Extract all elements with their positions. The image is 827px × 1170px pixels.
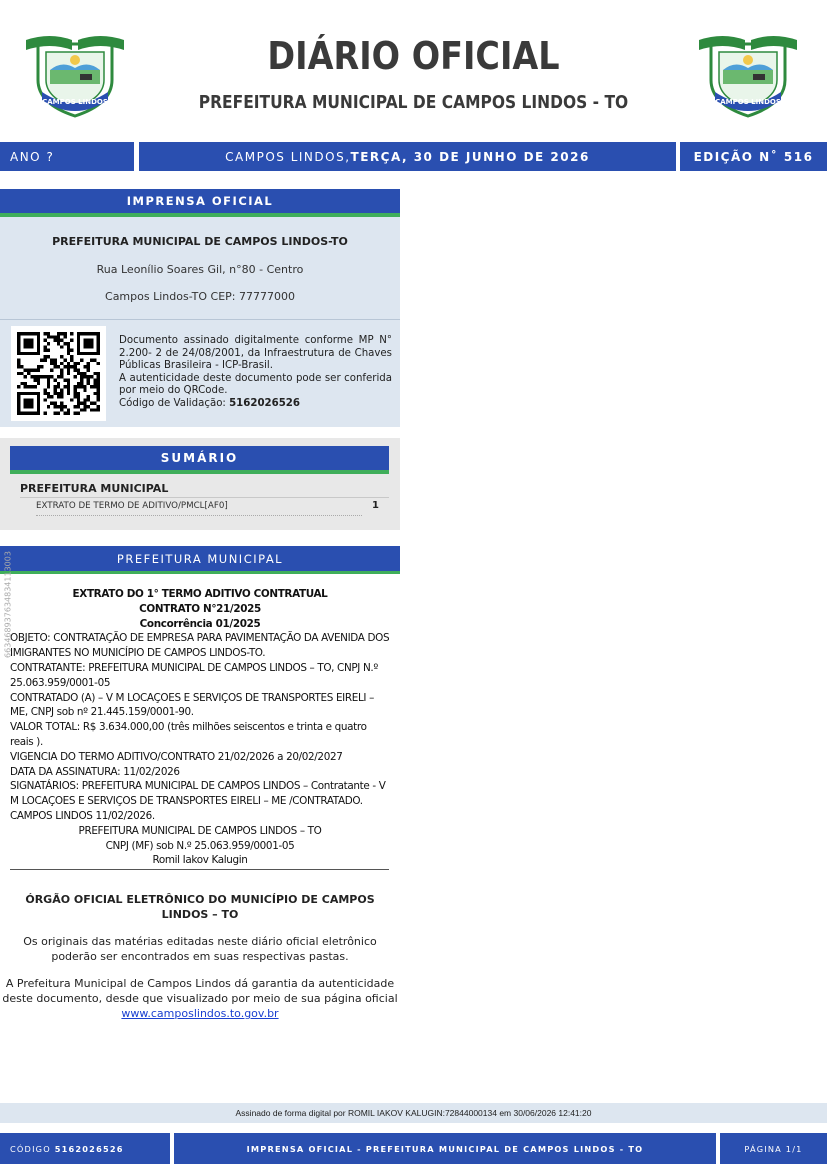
act-sig-cnpj: CNPJ (MF) sob N.º 25.063.959/0001-05 <box>105 839 295 852</box>
qr-module <box>70 339 73 342</box>
qr-module <box>30 369 33 372</box>
qr-module <box>83 385 86 388</box>
qr-module <box>97 385 100 388</box>
qr-module <box>24 385 27 388</box>
qr-module <box>44 388 47 391</box>
section-heading: PREFEITURA MUNICIPAL <box>0 546 400 574</box>
qr-module <box>97 395 100 398</box>
qr-module <box>77 362 80 365</box>
qr-module <box>17 365 20 368</box>
qr-module <box>27 369 30 372</box>
qr-module <box>47 405 50 408</box>
act-sig-org: PREFEITURA MUNICIPAL DE CAMPOS LINDOS – TO <box>78 824 322 837</box>
qr-module <box>97 362 100 365</box>
qr-module <box>24 339 34 349</box>
qr-module <box>24 382 27 385</box>
qr-module <box>73 395 76 398</box>
qr-module <box>60 372 63 375</box>
act-sig-name: Romil Iakov Kalugin <box>152 854 248 867</box>
qr-module <box>54 378 57 381</box>
qr-module <box>63 378 66 381</box>
qr-module <box>97 398 100 401</box>
qr-module <box>67 388 70 391</box>
qr-module <box>50 395 53 398</box>
qr-module <box>77 412 80 415</box>
qr-module <box>97 405 100 408</box>
qr-module <box>60 395 63 398</box>
qr-module <box>93 402 96 405</box>
authenticity-text: A autenticidade deste documento pode ser conferida por meio do QRCode. <box>119 372 392 397</box>
qr-module <box>40 365 43 368</box>
edition-number: EDIÇÃO N˚ 516 <box>680 142 827 171</box>
organization-name: PREFEITURA MUNICIPAL DE CAMPOS LINDOS-TO <box>52 235 348 248</box>
qr-module <box>44 339 47 342</box>
qr-module <box>47 395 50 398</box>
qr-module <box>27 372 30 375</box>
qr-module <box>47 375 50 378</box>
validation-label: Código de Validação: <box>119 397 230 409</box>
qr-module <box>67 369 70 372</box>
qr-module <box>37 378 40 381</box>
qr-module <box>97 408 100 411</box>
qr-module <box>83 365 86 368</box>
qr-module <box>93 408 96 411</box>
act-signatarios: SIGNATÁRIOS: PREFEITURA MUNICIPAL DE CAMPOS LINDOS – Contratante - V M LOCAÇOES E SERVIÇOS DE TRANSPORTES EIRELI – ME /CONTRATADO. <box>10 780 386 808</box>
qr-module <box>63 359 66 362</box>
qr-module <box>77 405 80 408</box>
qr-module <box>24 369 27 372</box>
organization-cep: Campos Lindos-TO CEP: 77777000 <box>105 290 295 303</box>
contract-extract <box>10 587 390 868</box>
qr-module <box>47 342 50 345</box>
qr-module <box>57 335 60 338</box>
qr-module <box>54 359 57 362</box>
qr-module <box>57 375 60 378</box>
qr-module <box>87 362 90 365</box>
qr-module <box>34 369 37 372</box>
qr-module <box>60 402 63 405</box>
qr-module <box>34 375 37 378</box>
qr-module <box>44 412 47 415</box>
date-text: TERÇA, 30 DE JUNHO DE 2026 <box>350 149 590 164</box>
qr-module <box>77 402 80 405</box>
qr-module <box>83 408 86 411</box>
qr-module <box>97 388 100 391</box>
qr-module <box>57 365 60 368</box>
footer-page-number: PÁGINA 1/1 <box>720 1133 827 1164</box>
qr-module <box>50 335 53 338</box>
originals-notice: Os originais das matérias editadas neste diário oficial eletrônico poderão ser encontrados em suas respectivas pastas. <box>23 935 377 963</box>
page-title: DIÁRIO OFICIAL <box>267 34 560 78</box>
qr-module <box>83 405 86 408</box>
qr-module <box>80 359 83 362</box>
qr-module <box>54 362 57 365</box>
coat-of-arms-icon <box>693 30 803 118</box>
qr-module <box>97 378 100 381</box>
guarantee-text: A Prefeitura Municipal de Campos Lindos dá garantia da autenticidade deste documento, desde que visualizado por meio de sua página oficial <box>2 977 398 1005</box>
qr-module <box>44 355 47 358</box>
qr-module <box>63 365 66 368</box>
qr-module <box>77 372 80 375</box>
qr-module <box>57 332 60 335</box>
qr-module <box>54 405 57 408</box>
qr-module <box>57 339 60 342</box>
qr-module <box>47 332 50 335</box>
footer-code <box>0 1133 170 1164</box>
qr-module <box>50 362 53 365</box>
imprensa-heading: IMPRENSA OFICIAL <box>0 189 400 217</box>
qr-module <box>20 372 23 375</box>
qr-module <box>47 392 50 395</box>
qr-module <box>67 345 70 348</box>
qr-module <box>60 339 63 342</box>
qr-module <box>60 345 63 348</box>
qr-module <box>63 385 66 388</box>
qr-module <box>34 385 37 388</box>
qr-module <box>40 359 43 362</box>
qr-module <box>67 342 70 345</box>
qr-module <box>63 412 66 415</box>
qr-module <box>54 385 57 388</box>
qr-module <box>17 372 20 375</box>
qr-module <box>83 339 93 349</box>
qr-module <box>73 412 76 415</box>
qr-module <box>50 375 53 378</box>
qr-module <box>73 392 76 395</box>
qr-module <box>24 398 34 408</box>
qr-module <box>70 349 73 352</box>
qr-module <box>90 408 93 411</box>
qr-module <box>77 385 80 388</box>
act-data-assinatura: DATA DA ASSINATURA: 11/02/2026 <box>10 765 180 778</box>
qr-module <box>63 405 66 408</box>
qr-module <box>63 335 66 338</box>
summary-item-page: 1 <box>372 500 379 511</box>
qr-module <box>73 362 76 365</box>
qr-module <box>90 402 93 405</box>
qr-module <box>54 392 57 395</box>
qr-module <box>54 335 57 338</box>
qr-module <box>70 355 73 358</box>
qr-module <box>50 359 53 362</box>
qr-module <box>67 412 70 415</box>
qr-module <box>47 349 50 352</box>
qr-module <box>57 412 60 415</box>
qr-module <box>77 395 80 398</box>
validation-code: 5162026526 <box>229 397 300 409</box>
qr-module <box>80 372 83 375</box>
qr-module <box>93 378 96 381</box>
act-contratado: CONTRATADO (A) – V M LOCAÇOES E SERVIÇOS DE TRANSPORTES EIRELI – ME, CNPJ sob nº 21.445.159/0001-90. <box>10 691 374 719</box>
qr-module <box>73 388 76 391</box>
crest-banner: CAMPOS LINDOS <box>715 98 781 106</box>
qr-module <box>47 355 50 358</box>
act-valor: VALOR TOTAL: R$ 3.634.000,00 (três milhões seiscentos e trinta e quatro reais ). <box>10 721 367 748</box>
qr-module <box>37 365 40 368</box>
qr-module <box>80 402 83 405</box>
official-organ-notice: ÓRGÃO OFICIAL ELETRÔNICO DO MUNICÍPIO DE CAMPOS LINDOS – TO <box>25 893 375 921</box>
qr-module <box>60 375 63 378</box>
qr-module <box>87 375 90 378</box>
qr-module <box>83 398 86 401</box>
act-vigencia: VIGENCIA DO TERMO ADITIVO/CONTRATO 21/02/2026 a 20/02/2027 <box>10 750 343 763</box>
qr-module <box>63 332 66 335</box>
qr-module <box>93 385 96 388</box>
qr-module <box>57 342 60 345</box>
summary-panel <box>0 438 400 530</box>
qr-module <box>70 359 73 362</box>
imprensa-panel <box>0 217 400 427</box>
qr-module <box>60 362 63 365</box>
qr-module <box>87 382 90 385</box>
qr-module <box>34 378 37 381</box>
qr-module <box>97 392 100 395</box>
qr-module <box>67 365 70 368</box>
edition-date <box>139 142 676 171</box>
qr-module <box>60 355 63 358</box>
qr-module <box>57 392 60 395</box>
act-contract: CONTRATO N°21/2025 <box>139 602 261 615</box>
qr-module <box>67 378 70 381</box>
qr-module <box>80 378 83 381</box>
page-subtitle: PREFEITURA MUNICIPAL DE CAMPOS LINDOS - TO <box>198 92 629 113</box>
qr-module <box>57 382 60 385</box>
qr-module <box>87 378 90 381</box>
qr-module <box>60 388 63 391</box>
qr-module <box>83 402 86 405</box>
qr-module <box>70 365 73 368</box>
divider <box>0 319 400 320</box>
qr-module <box>97 372 100 375</box>
qr-module <box>93 359 96 362</box>
qr-module <box>73 405 76 408</box>
qr-module <box>87 398 90 401</box>
qr-module <box>67 372 70 375</box>
qr-module <box>54 412 57 415</box>
qr-module <box>54 365 57 368</box>
signature-text: Documento assinado digitalmente conforme MP N° 2.200- 2 de 24/08/2001, da Infraestrutura de Chaves Públicas Brasileira - ICP-Brasil. <box>119 335 392 372</box>
summary-category: PREFEITURA MUNICIPAL <box>20 482 389 498</box>
qr-module <box>67 385 70 388</box>
qr-module <box>47 378 50 381</box>
qr-module <box>90 385 93 388</box>
qr-module <box>93 382 96 385</box>
footer-title: IMPRENSA OFICIAL - PREFEITURA MUNICIPAL DE CAMPOS LINDOS - TO <box>174 1133 716 1164</box>
footer-code-value: 5162026526 <box>54 1143 124 1154</box>
qr-module <box>24 375 27 378</box>
coat-of-arms-icon <box>20 30 130 118</box>
qr-module <box>47 382 50 385</box>
qr-module <box>67 362 70 365</box>
qr-module <box>77 398 80 401</box>
qr-module <box>54 388 57 391</box>
qr-module <box>77 369 80 372</box>
qr-module <box>73 385 76 388</box>
crest-banner: CAMPOS LINDOS <box>42 98 108 106</box>
qr-module <box>44 375 47 378</box>
footer-code-label: CÓDIGO <box>10 1143 51 1154</box>
qr-module <box>17 362 20 365</box>
qr-module <box>44 345 47 348</box>
qr-module <box>93 372 96 375</box>
qr-module <box>87 405 90 408</box>
year-indicator: ANO ? <box>0 142 134 171</box>
qr-module <box>40 375 43 378</box>
qr-module <box>77 382 80 385</box>
qr-module <box>87 365 90 368</box>
qr-module <box>44 392 47 395</box>
qr-module <box>30 375 33 378</box>
qr-module <box>20 365 23 368</box>
digital-signature-strip: Assinado de forma digital por ROMIL IAKOV KALUGIN:72844000134 em 30/06/2026 12:41:20 <box>0 1103 827 1123</box>
qr-module <box>54 339 57 342</box>
digital-signature-notice <box>119 335 392 411</box>
qr-module <box>67 352 70 355</box>
qr-module <box>67 382 70 385</box>
qr-module <box>80 375 83 378</box>
qr-module <box>87 369 90 372</box>
qr-module <box>57 395 60 398</box>
qr-module <box>37 375 40 378</box>
qr-module <box>70 398 73 401</box>
qr-module <box>17 385 20 388</box>
qr-module <box>80 385 83 388</box>
divider <box>10 869 389 870</box>
side-document-code: 663468937634834113003 <box>3 551 13 658</box>
qr-module <box>63 342 66 345</box>
qr-module <box>17 359 20 362</box>
qr-module <box>83 388 86 391</box>
qr-module <box>77 392 80 395</box>
qr-code-icon <box>11 326 106 421</box>
qr-module <box>60 408 63 411</box>
qr-module <box>44 359 47 362</box>
qr-module <box>50 402 53 405</box>
qr-module <box>87 395 90 398</box>
organization-address: Rua Leonílio Soares Gil, n°80 - Centro <box>96 263 304 276</box>
qr-module <box>73 365 76 368</box>
qr-module <box>93 392 96 395</box>
qr-module <box>60 332 63 335</box>
qr-module <box>30 385 33 388</box>
qr-module <box>47 385 50 388</box>
qr-module <box>83 372 86 375</box>
qr-module <box>50 369 53 372</box>
validation-line <box>119 398 392 411</box>
summary-heading: SUMÁRIO <box>10 446 389 474</box>
summary-item[interactable]: EXTRATO DE TERMO DE ADITIVO/PMCL[AF0] <box>36 501 362 516</box>
qr-module <box>97 382 100 385</box>
act-concorrencia: Concorrência 01/2025 <box>139 617 261 630</box>
act-contratante: CONTRATANTE: PREFEITURA MUNICIPAL DE CAMPOS LINDOS – TO, CNPJ N.º 25.063.959/0001-05 <box>10 661 378 689</box>
qr-module <box>57 385 60 388</box>
act-local-data: CAMPOS LINDOS 11/02/2026. <box>10 809 155 822</box>
qr-module <box>37 369 40 372</box>
qr-module <box>80 382 83 385</box>
qr-module <box>60 405 63 408</box>
city-prefix: CAMPOS LINDOS, <box>225 149 351 164</box>
official-site-link[interactable]: www.camposlindos.to.gov.br <box>121 1007 279 1020</box>
qr-module <box>70 332 73 335</box>
qr-module <box>57 405 60 408</box>
qr-module <box>60 392 63 395</box>
qr-module <box>73 375 76 378</box>
qr-module <box>37 382 40 385</box>
qr-module <box>90 359 93 362</box>
qr-module <box>20 382 23 385</box>
qr-module <box>73 369 76 372</box>
act-objeto: OBJETO: CONTRATAÇÃO DE EMPRESA PARA PAVIMENTAÇÃO DA AVENIDA DOS IMIGRANTES NO MUNICÍPIO DE CAMPOS LINDOS-TO. <box>10 632 390 660</box>
qr-module <box>97 375 100 378</box>
qr-module <box>67 408 70 411</box>
qr-module <box>80 408 83 411</box>
authenticity-guarantee <box>0 976 400 1021</box>
qr-module <box>47 335 50 338</box>
qr-module <box>54 402 57 405</box>
qr-module <box>27 385 30 388</box>
qr-module <box>44 349 47 352</box>
qr-module <box>44 398 47 401</box>
qr-module <box>60 369 63 372</box>
qr-module <box>83 375 86 378</box>
qr-module <box>44 332 47 335</box>
qr-module <box>90 375 93 378</box>
qr-module <box>67 392 70 395</box>
qr-module <box>67 349 70 352</box>
act-title: EXTRATO DO 1° TERMO ADITIVO CONTRATUAL <box>72 588 328 600</box>
